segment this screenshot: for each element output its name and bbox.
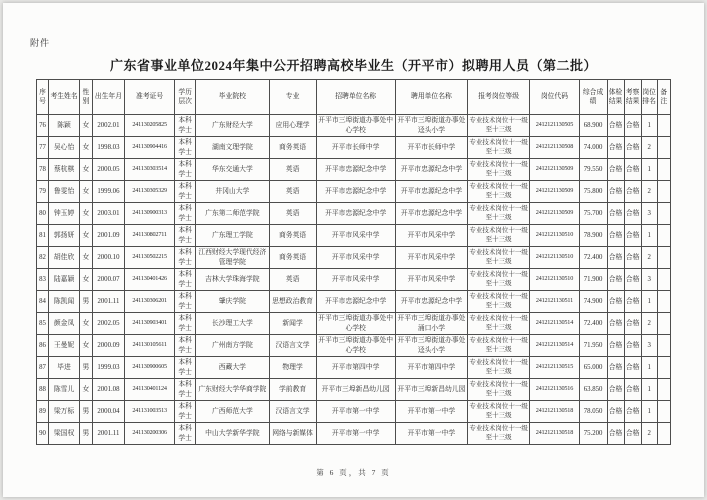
table-cell: 2412121130514 — [530, 313, 579, 335]
table-cell: 本科学士 — [175, 203, 196, 225]
table-cell: 陆嘉颖 — [49, 269, 80, 291]
table-cell: 2412121130510 — [530, 269, 579, 291]
table-cell — [657, 357, 670, 379]
table-cell: 241130904416 — [125, 137, 175, 159]
table-cell: 开平市第四中学 — [316, 357, 395, 379]
column-header: 报考岗位等级 — [468, 80, 530, 115]
table-cell — [657, 225, 670, 247]
table-cell: 开平市忠源纪念中学 — [316, 291, 395, 313]
table-cell: 2001.09 — [92, 225, 124, 247]
table-cell: 1 — [641, 357, 657, 379]
table-cell: 开平市第一中学 — [316, 401, 395, 423]
table-cell: 2001.11 — [92, 291, 124, 313]
table-cell: 开平市三埠街道办事处中心学校 — [316, 313, 395, 335]
table-cell: 86 — [37, 335, 49, 357]
column-header: 岗位代码 — [530, 80, 579, 115]
table-cell: 英语 — [269, 203, 316, 225]
table-cell: 女 — [80, 225, 93, 247]
column-header: 招聘单位名称 — [316, 80, 395, 115]
table-cell: 241130802711 — [125, 225, 175, 247]
table-cell: 88 — [37, 379, 49, 401]
table-row — [37, 203, 671, 225]
table-cell — [657, 423, 670, 445]
table-cell: 1 — [641, 291, 657, 313]
column-header: 聘用单位名称 — [395, 80, 467, 115]
table-row — [37, 181, 671, 203]
table-cell: 开平市三埠街道办事处中心学校 — [316, 335, 395, 357]
table-cell: 合格 — [607, 159, 624, 181]
table-cell: 合格 — [624, 313, 641, 335]
table-cell: 陈凯闻 — [49, 291, 80, 313]
table-cell: 合格 — [624, 335, 641, 357]
table-cell: 合格 — [624, 203, 641, 225]
table-cell: 华东交通大学 — [196, 159, 270, 181]
table-row — [37, 335, 671, 357]
table-cell: 女 — [80, 313, 93, 335]
table-cell: 85 — [37, 313, 49, 335]
table-cell: 2412121130505 — [530, 115, 579, 137]
column-header: 出生年月 — [92, 80, 124, 115]
column-header: 专业 — [269, 80, 316, 115]
table-cell: 3 — [641, 203, 657, 225]
table-cell: 合格 — [607, 313, 624, 335]
table-cell: 合格 — [607, 247, 624, 269]
table-cell: 本科学士 — [175, 115, 196, 137]
table-cell: 专业技术岗位十一级至十三级 — [468, 181, 530, 203]
table-cell: 梁万标 — [49, 401, 80, 423]
table-cell: 专业技术岗位十一级至十三级 — [468, 423, 530, 445]
column-header: 考察结果 — [624, 80, 641, 115]
table-header — [37, 80, 671, 115]
table-cell: 本科学士 — [175, 137, 196, 159]
table-cell: 开平市风采中学 — [316, 247, 395, 269]
table-cell: 开平市忠源纪念中学 — [395, 181, 467, 203]
table-cell: 77 — [37, 137, 49, 159]
table-cell: 241130401124 — [125, 379, 175, 401]
column-header: 体检结果 — [607, 80, 624, 115]
table-cell: 合格 — [624, 181, 641, 203]
table-cell: 学前教育 — [269, 379, 316, 401]
table-cell: 68.900 — [579, 115, 607, 137]
table-cell: 专业技术岗位十一级至十三级 — [468, 379, 530, 401]
table-cell: 2000.05 — [92, 159, 124, 181]
table-cell: 合格 — [607, 379, 624, 401]
table-cell: 82 — [37, 247, 49, 269]
table-cell: 合格 — [607, 291, 624, 313]
table-cell: 专业技术岗位十一级至十三级 — [468, 247, 530, 269]
table-cell: 女 — [80, 269, 93, 291]
table-cell: 开平市第一中学 — [395, 401, 467, 423]
table-row — [37, 225, 671, 247]
table-cell: 合格 — [624, 357, 641, 379]
table-cell: 江西财经大学现代经济管理学院 — [196, 247, 270, 269]
table-cell: 2 — [641, 313, 657, 335]
table-cell — [657, 203, 670, 225]
column-header: 学历层次 — [175, 80, 196, 115]
table-cell: 新闻学 — [269, 313, 316, 335]
table-cell: 开平市忠源纪念中学 — [316, 203, 395, 225]
table-cell: 2412121130510 — [530, 247, 579, 269]
table-cell: 2002.01 — [92, 115, 124, 137]
table-cell: 241130900313 — [125, 203, 175, 225]
table-cell: 241130306201 — [125, 291, 175, 313]
table-cell — [657, 247, 670, 269]
table-cell: 专业技术岗位十一级至十三级 — [468, 335, 530, 357]
table-cell: 蔡杭棋 — [49, 159, 80, 181]
table-cell: 男 — [80, 357, 93, 379]
table-cell: 广西师范大学 — [196, 401, 270, 423]
table-cell: 合格 — [607, 137, 624, 159]
table-cell: 3 — [641, 269, 657, 291]
table-cell: 80 — [37, 203, 49, 225]
table-cell: 90 — [37, 423, 49, 445]
table-cell: 开平市忠源纪念中学 — [395, 291, 467, 313]
table-cell: 专业技术岗位十一级至十三级 — [468, 357, 530, 379]
table-row — [37, 423, 671, 445]
table-cell: 广东理工学院 — [196, 225, 270, 247]
table-cell: 2003.01 — [92, 203, 124, 225]
table-cell: 男 — [80, 291, 93, 313]
table-cell: 钟玉婷 — [49, 203, 80, 225]
table-cell: 英语 — [269, 269, 316, 291]
table-cell: 西藏大学 — [196, 357, 270, 379]
table-header-row — [37, 80, 671, 115]
table-cell: 物理学 — [269, 357, 316, 379]
table-cell: 开平市长师中学 — [316, 137, 395, 159]
table-cell: 241131003513 — [125, 401, 175, 423]
table-row — [37, 313, 671, 335]
table-cell: 本科学士 — [175, 181, 196, 203]
table-cell: 1 — [641, 379, 657, 401]
table-cell: 本科学士 — [175, 291, 196, 313]
table-cell: 专业技术岗位十一级至十三级 — [468, 225, 530, 247]
table-row — [37, 247, 671, 269]
table-cell: 专业技术岗位十一级至十三级 — [468, 313, 530, 335]
recruitment-table — [36, 79, 671, 445]
table-cell: 开平市三埠街道办事处涌口小学 — [395, 313, 467, 335]
table-cell: 本科学士 — [175, 247, 196, 269]
table-row — [37, 401, 671, 423]
table-cell: 合格 — [607, 225, 624, 247]
table-cell: 开平市三埠街道办事处中心学校 — [316, 115, 395, 137]
table-row — [37, 137, 671, 159]
table-cell: 79.550 — [579, 159, 607, 181]
table-cell: 网络与新媒体 — [269, 423, 316, 445]
table-cell: 2001.11 — [92, 423, 124, 445]
table-cell: 男 — [80, 401, 93, 423]
table-cell: 2 — [641, 181, 657, 203]
table-cell: 商务英语 — [269, 247, 316, 269]
table-cell: 开平市忠源纪念中学 — [316, 181, 395, 203]
table-cell: 女 — [80, 247, 93, 269]
table-cell: 2412121130518 — [530, 423, 579, 445]
table-cell: 2002.05 — [92, 313, 124, 335]
table-cell: 1999.06 — [92, 181, 124, 203]
table-cell: 英语 — [269, 159, 316, 181]
table-cell: 陈雪儿 — [49, 379, 80, 401]
table-cell: 湖南文理学院 — [196, 137, 270, 159]
table-cell: 2000.10 — [92, 247, 124, 269]
table-cell: 男 — [80, 423, 93, 445]
table-cell: 女 — [80, 335, 93, 357]
table-cell: 开平市风采中学 — [395, 247, 467, 269]
table-cell: 2412121130509 — [530, 203, 579, 225]
table-cell: 专业技术岗位十一级至十三级 — [468, 291, 530, 313]
column-header: 性别 — [80, 80, 93, 115]
table-cell: 汉语言文学 — [269, 401, 316, 423]
table-cell: 241130200306 — [125, 423, 175, 445]
table-cell: 鲁雯怡 — [49, 181, 80, 203]
table-cell: 78.900 — [579, 225, 607, 247]
table-cell: 79 — [37, 181, 49, 203]
table-cell: 开平市第一中学 — [395, 423, 467, 445]
table-row — [37, 291, 671, 313]
table-cell: 陈颖 — [49, 115, 80, 137]
table-cell: 合格 — [624, 423, 641, 445]
table-cell: 广东第二师范学院 — [196, 203, 270, 225]
table-cell: 合格 — [607, 335, 624, 357]
table-cell: 72.400 — [579, 313, 607, 335]
table-cell: 开平市三埠街道办事处迳头小学 — [395, 335, 467, 357]
table-cell: 1 — [641, 401, 657, 423]
table-cell: 78 — [37, 159, 49, 181]
table-cell: 2412121130515 — [530, 357, 579, 379]
table-cell — [657, 137, 670, 159]
table-cell: 241130903401 — [125, 313, 175, 335]
table-cell — [657, 181, 670, 203]
table-cell: 2412121130509 — [530, 181, 579, 203]
table-cell: 开平市风采中学 — [395, 269, 467, 291]
table-cell: 女 — [80, 379, 93, 401]
table-cell: 汉语言文学 — [269, 335, 316, 357]
table-cell: 71.950 — [579, 335, 607, 357]
column-header: 考生姓名 — [49, 80, 80, 115]
table-cell: 89 — [37, 401, 49, 423]
table-cell: 3 — [641, 335, 657, 357]
table-cell: 本科学士 — [175, 269, 196, 291]
page-number: 第 6 页，共 7 页 — [316, 468, 391, 477]
table-cell: 合格 — [624, 225, 641, 247]
table-cell: 思想政治教育 — [269, 291, 316, 313]
table-cell: 2000.09 — [92, 335, 124, 357]
table-cell: 毕进 — [49, 357, 80, 379]
table-cell: 2 — [641, 423, 657, 445]
table-cell: 中山大学新华学院 — [196, 423, 270, 445]
table-cell — [657, 159, 670, 181]
table-cell: 2000.04 — [92, 401, 124, 423]
table-cell: 合格 — [607, 357, 624, 379]
table-cell: 合格 — [624, 291, 641, 313]
table-cell: 241130303514 — [125, 159, 175, 181]
table-cell: 2412121130510 — [530, 225, 579, 247]
table-cell: 2412121130518 — [530, 401, 579, 423]
table-cell: 合格 — [607, 269, 624, 291]
table-cell: 合格 — [624, 379, 641, 401]
table-cell: 63.850 — [579, 379, 607, 401]
table-cell: 2412121130516 — [530, 379, 579, 401]
column-header: 综合成绩 — [579, 80, 607, 115]
table-cell: 专业技术岗位十一级至十三级 — [468, 401, 530, 423]
table-cell: 75.800 — [579, 181, 607, 203]
table-cell: 商务英语 — [269, 225, 316, 247]
attachment-label: 附件 — [30, 38, 51, 48]
table-cell: 78.050 — [579, 401, 607, 423]
table-cell: 1999.03 — [92, 357, 124, 379]
table-cell — [657, 379, 670, 401]
table-cell: 梁国权 — [49, 423, 80, 445]
table-cell: 74.900 — [579, 291, 607, 313]
table-row — [37, 379, 671, 401]
table-cell: 井冈山大学 — [196, 181, 270, 203]
table-cell: 2412121130508 — [530, 137, 579, 159]
table-cell: 开平市第四中学 — [395, 357, 467, 379]
table-cell: 合格 — [607, 181, 624, 203]
table-cell: 71.900 — [579, 269, 607, 291]
table-cell: 241130205825 — [125, 115, 175, 137]
table-cell: 本科学士 — [175, 423, 196, 445]
table-cell: 241130900605 — [125, 357, 175, 379]
column-header: 岗位排名 — [641, 80, 657, 115]
table-cell — [657, 291, 670, 313]
table-cell: 合格 — [607, 423, 624, 445]
table-cell: 女 — [80, 115, 93, 137]
table-cell: 长沙理工大学 — [196, 313, 270, 335]
table-cell: 2000.07 — [92, 269, 124, 291]
column-header: 准考证号 — [125, 80, 175, 115]
table-cell: 84 — [37, 291, 49, 313]
table-cell: 肇庆学院 — [196, 291, 270, 313]
recruitment-table-container — [36, 79, 671, 445]
table-cell: 75.700 — [579, 203, 607, 225]
column-header: 序号 — [37, 80, 49, 115]
table-cell: 72.400 — [579, 247, 607, 269]
table-cell: 女 — [80, 159, 93, 181]
table-cell: 81 — [37, 225, 49, 247]
table-row — [37, 269, 671, 291]
table-cell: 女 — [80, 137, 93, 159]
table-cell: 开平市长师中学 — [395, 137, 467, 159]
table-cell — [657, 335, 670, 357]
table-cell: 开平市忠源纪念中学 — [395, 159, 467, 181]
table-cell: 吴心怡 — [49, 137, 80, 159]
table-cell: 王曼妮 — [49, 335, 80, 357]
table-cell: 2 — [641, 137, 657, 159]
table-cell: 1 — [641, 115, 657, 137]
table-cell: 合格 — [624, 401, 641, 423]
table-cell: 2412121130514 — [530, 335, 579, 357]
table-cell: 广东财经大学华商学院 — [196, 379, 270, 401]
table-cell: 87 — [37, 357, 49, 379]
table-cell: 开平市第一中学 — [316, 423, 395, 445]
table-cell: 本科学士 — [175, 335, 196, 357]
table-cell: 开平市风采中学 — [316, 225, 395, 247]
table-cell: 本科学士 — [175, 225, 196, 247]
table-cell: 应用心理学 — [269, 115, 316, 137]
table-cell: 专业技术岗位十一级至十三级 — [468, 203, 530, 225]
table-cell: 76 — [37, 115, 49, 137]
table-row — [37, 159, 671, 181]
table-cell: 合格 — [607, 115, 624, 137]
table-cell: 专业技术岗位十一级至十三级 — [468, 115, 530, 137]
table-cell: 广东财经大学 — [196, 115, 270, 137]
table-cell — [657, 401, 670, 423]
table-cell: 本科学士 — [175, 401, 196, 423]
table-cell: 合格 — [624, 247, 641, 269]
table-row — [37, 115, 671, 137]
table-cell: 合格 — [624, 137, 641, 159]
table-cell: 2412121130511 — [530, 291, 579, 313]
table-cell: 241130401426 — [125, 269, 175, 291]
table-cell: 1 — [641, 225, 657, 247]
table-cell: 女 — [80, 203, 93, 225]
table-cell: 2001.08 — [92, 379, 124, 401]
table-cell: 合格 — [624, 269, 641, 291]
table-cell: 开平市三埠新昌幼儿园 — [316, 379, 395, 401]
table-cell: 241130105611 — [125, 335, 175, 357]
table-cell: 合格 — [607, 401, 624, 423]
table-body — [37, 115, 671, 445]
table-cell: 开平市忠源纪念中学 — [316, 159, 395, 181]
table-cell: 商务英语 — [269, 137, 316, 159]
table-cell: 吉林大学珠海学院 — [196, 269, 270, 291]
table-cell: 74.000 — [579, 137, 607, 159]
table-cell: 2412121130509 — [530, 159, 579, 181]
table-cell: 开平市三埠新昌幼儿园 — [395, 379, 467, 401]
table-cell: 241130305329 — [125, 181, 175, 203]
table-cell: 75.200 — [579, 423, 607, 445]
table-cell: 专业技术岗位十一级至十三级 — [468, 137, 530, 159]
table-cell — [657, 269, 670, 291]
table-cell: 郭扬妍 — [49, 225, 80, 247]
table-row — [37, 357, 671, 379]
table-cell: 合格 — [624, 159, 641, 181]
table-cell: 专业技术岗位十一级至十三级 — [468, 159, 530, 181]
table-cell: 本科学士 — [175, 313, 196, 335]
table-cell: 开平市风采中学 — [395, 225, 467, 247]
table-cell: 83 — [37, 269, 49, 291]
table-cell: 241130502215 — [125, 247, 175, 269]
table-cell: 本科学士 — [175, 159, 196, 181]
table-cell: 广州南方学院 — [196, 335, 270, 357]
table-cell — [657, 313, 670, 335]
column-header: 毕业院校 — [196, 80, 270, 115]
table-cell: 专业技术岗位十一级至十三级 — [468, 269, 530, 291]
page-title: 广东省事业单位2024年集中公开招聘高校毕业生（开平市）拟聘用人员（第二批） — [109, 58, 597, 73]
table-cell: 本科学士 — [175, 379, 196, 401]
table-cell: 女 — [80, 181, 93, 203]
table-cell: 合格 — [607, 203, 624, 225]
document-page — [3, 3, 704, 497]
table-cell: 开平市忠源纪念中学 — [395, 203, 467, 225]
table-cell: 合格 — [624, 115, 641, 137]
table-cell: 65.000 — [579, 357, 607, 379]
column-header: 备注 — [657, 80, 670, 115]
table-cell: 胡佳欣 — [49, 247, 80, 269]
table-cell: 开平市三埠街道办事处迳头小学 — [395, 115, 467, 137]
table-cell — [657, 115, 670, 137]
table-cell: 1 — [641, 159, 657, 181]
table-cell: 本科学士 — [175, 357, 196, 379]
table-cell: 1998.03 — [92, 137, 124, 159]
table-cell: 2 — [641, 247, 657, 269]
table-cell: 颜金凤 — [49, 313, 80, 335]
table-cell: 开平市风采中学 — [316, 269, 395, 291]
table-cell: 英语 — [269, 181, 316, 203]
